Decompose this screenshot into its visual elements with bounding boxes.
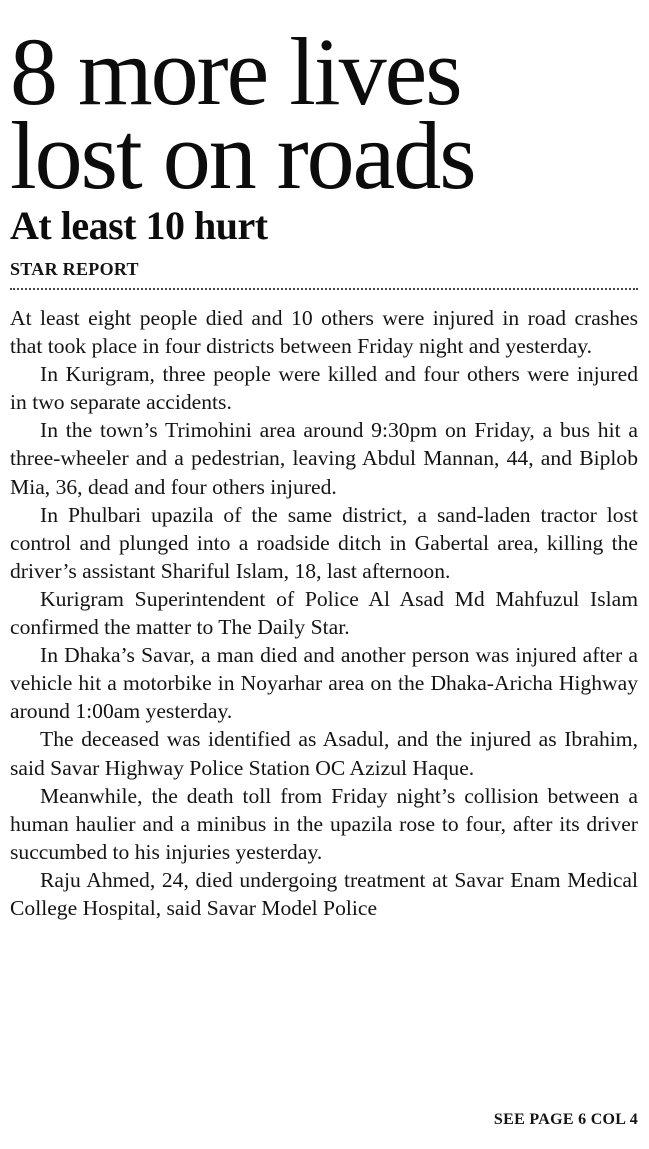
paragraph-1: At least eight people died and 10 others were injured in road crashes that took place in four districts between Friday night and yesterday. — [10, 306, 638, 359]
paragraph-6: In Dhaka’s Savar, a man died and another person was injured after a vehicle hit a motorbike in Noyarhar area on the Dhaka-Aricha Highway around 1:00am yesterday. — [10, 643, 638, 724]
paragraph-4: In Phulbari upazila of the same district, a sand-laden tractor lost control and plunged into a roadside ditch in Gabertal area, killing the driver’s assistant Shariful Islam, 18, last afternoon. — [10, 502, 638, 583]
paragraph-8: Meanwhile, the death toll from Friday night’s collision between a human haulier and a minibus in the upazila rose to four, after its driver succumbed to his injuries yesterday. — [10, 783, 638, 864]
paragraph-3: In the town’s Trimohini area around 9:30pm on Friday, a bus hit a three-wheeler and a pedestrian, leaving Abdul Mannan, 44, and Biplob Mia, 36, dead and four others injured. — [10, 418, 638, 499]
paragraph-9: Raju Ahmed, 24, died undergoing treatment at Savar Enam Medical College Hospital, said Savar Model Police — [10, 867, 638, 920]
paragraph-2: In Kurigram, three people were killed and four others were injured in two separate accidents. — [10, 362, 638, 415]
headline-line-2: lost on roads — [10, 102, 475, 209]
article-body — [10, 304, 638, 922]
paragraph-5: Kurigram Superintendent of Police Al Asad Md Mahfuzul Islam confirmed the matter to The Daily Star. — [10, 586, 638, 640]
subheadline: At least 10 hurt — [10, 203, 268, 248]
news-article — [10, 0, 638, 922]
dotted-divider — [10, 288, 638, 290]
continuation-jump-line: SEE PAGE 6 COL 4 — [493, 1111, 638, 1128]
headline — [10, 0, 638, 209]
byline: STAR REPORT — [10, 259, 139, 279]
headline-line-1: 8 more lives — [10, 18, 461, 125]
paragraph-7: The deceased was identified as Asadul, and the injured as Ibrahim, said Savar Highway Police Station OC Azizul Haque. — [10, 727, 638, 780]
